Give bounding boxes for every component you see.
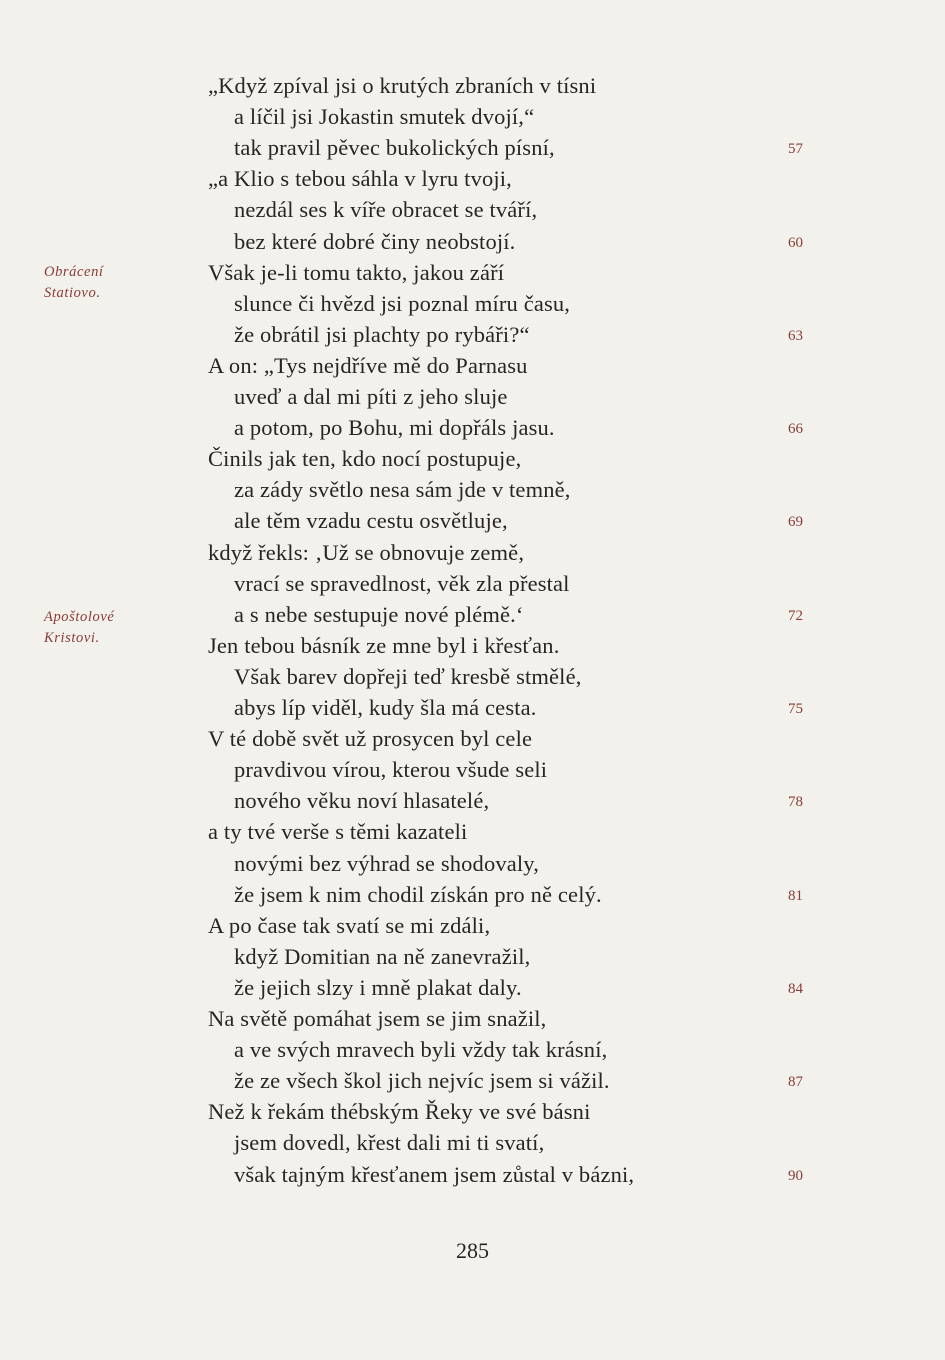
verse-line bbox=[0, 505, 945, 536]
verse-text: že ze všech škol jich nejvíc jsem si vážil. bbox=[234, 1068, 610, 1094]
verse-text: a ty tvé verše s těmi kazateli bbox=[208, 819, 468, 845]
verse-line bbox=[0, 537, 945, 568]
line-number: 87 bbox=[788, 1074, 803, 1091]
verse-line bbox=[0, 941, 945, 972]
verse-text: že jsem k nim chodil získán pro ně celý. bbox=[234, 881, 602, 907]
verse-line bbox=[0, 848, 945, 879]
gloss-line: Apoštolové bbox=[44, 609, 115, 625]
line-number: 57 bbox=[788, 141, 803, 158]
verse-text: Jen tebou básník ze mne byl i křesťan. bbox=[208, 632, 560, 658]
verse-line bbox=[0, 754, 945, 785]
verse-text: když Domitian na ně zanevražil, bbox=[234, 943, 531, 969]
verse-line bbox=[0, 661, 945, 692]
verse-text: nezdál ses k víře obracet se tváří, bbox=[234, 197, 538, 223]
verse-text: a potom, po Bohu, mi dopřáls jasu. bbox=[234, 415, 555, 441]
line-number: 90 bbox=[788, 1167, 803, 1184]
verse-text: Na světě pomáhat jsem se jim snažil, bbox=[208, 1006, 547, 1031]
verse-line bbox=[0, 816, 945, 847]
verse-line bbox=[0, 163, 945, 194]
verse-line bbox=[0, 568, 945, 599]
verse-line bbox=[0, 1096, 945, 1127]
verse-text: za zády světlo nesa sám jde v temně, bbox=[234, 477, 571, 503]
gloss-line: Obrácení bbox=[44, 264, 104, 280]
verse-text: že jejich slzy i mně plakat daly. bbox=[234, 974, 522, 1000]
verse-line bbox=[0, 1034, 945, 1065]
verse-text: pravdivou vírou, kterou všude seli bbox=[234, 757, 548, 783]
verse-line bbox=[0, 972, 945, 1003]
verse-line bbox=[0, 1065, 945, 1096]
line-number: 84 bbox=[788, 980, 803, 997]
page-number: 285 bbox=[456, 1238, 489, 1263]
line-number: 69 bbox=[788, 514, 803, 531]
verse-line bbox=[0, 723, 945, 754]
margin-gloss bbox=[44, 607, 174, 649]
verse-text: ale těm vzadu cestu osvětluje, bbox=[234, 508, 508, 534]
verse-line bbox=[0, 70, 945, 101]
gloss-line: Statiovo. bbox=[44, 285, 101, 301]
verse-text: bez které dobré činy neobstojí. bbox=[234, 228, 516, 254]
verse-line bbox=[0, 226, 945, 257]
verse-line bbox=[0, 443, 945, 474]
verse-text: tak pravil pěvec bukolických písní, bbox=[234, 135, 555, 161]
line-number: 75 bbox=[788, 701, 803, 717]
verse-text: abys líp viděl, kudy šla má cesta. bbox=[234, 695, 537, 720]
verse-text: novými bez výhrad se shodovaly, bbox=[234, 850, 540, 876]
line-number: 60 bbox=[788, 234, 803, 251]
verse-line bbox=[0, 1127, 945, 1158]
verse-line bbox=[0, 101, 945, 132]
verse-text: A po čase tak svatí se mi zdáli, bbox=[208, 912, 491, 938]
verse-text: Činils jak ten, kdo nocí postupuje, bbox=[208, 446, 522, 472]
verse-line bbox=[0, 350, 945, 381]
verse-text: Však barev dopřeji teď kresbě stmělé, bbox=[234, 663, 582, 689]
verse-line bbox=[0, 412, 945, 443]
verse-line bbox=[0, 910, 945, 941]
verse-text: vrací se spravedlnost, věk zla přestal bbox=[234, 570, 570, 596]
line-number: 81 bbox=[788, 887, 803, 904]
verse-text: slunce či hvězd jsi poznal míru času, bbox=[234, 290, 571, 316]
verse-line bbox=[0, 319, 945, 350]
verse-text: a ve svých mravech byli vždy tak krásní, bbox=[234, 1037, 608, 1063]
line-number: 78 bbox=[788, 794, 803, 811]
verse-text: uveď a dal mi píti z jeho sluje bbox=[234, 384, 508, 409]
verse-text: nového věku noví hlasatelé, bbox=[234, 788, 490, 814]
verse-text: a s nebe sestupuje nové plémě.‘ bbox=[234, 601, 524, 627]
verse-text: však tajným křesťanem jsem zůstal v bázni, bbox=[234, 1161, 635, 1187]
verse-text: Však je-li tomu takto, jakou září bbox=[208, 259, 505, 285]
verse-line bbox=[0, 381, 945, 412]
verse-line bbox=[0, 785, 945, 816]
verse-line bbox=[0, 474, 945, 505]
margin-gloss bbox=[44, 262, 174, 304]
verse-text: „a Klio s tebou sáhla v lyru tvoji, bbox=[208, 166, 512, 192]
verse-text: A on: „Tys nejdříve mě do Parnasu bbox=[208, 352, 528, 378]
verse-line bbox=[0, 879, 945, 910]
verse-line bbox=[0, 1003, 945, 1034]
verse-text: V té době svět už prosycen byl cele bbox=[208, 726, 533, 752]
verse-line bbox=[0, 1159, 945, 1190]
gloss-line: Kristovi. bbox=[44, 630, 100, 646]
verse-text: že obrátil jsi plachty po rybáři?“ bbox=[234, 321, 530, 347]
line-number: 63 bbox=[788, 327, 803, 344]
verse-text: Než k řekám thébským Řeky ve své básni bbox=[208, 1099, 591, 1125]
verse-text: a líčil jsi Jokastin smutek dvojí,“ bbox=[234, 104, 535, 130]
verse-text: když řekls: ‚Už se obnovuje země, bbox=[208, 539, 525, 565]
line-number: 72 bbox=[788, 607, 803, 624]
verse-line bbox=[0, 132, 945, 163]
verse-line bbox=[0, 692, 945, 723]
verse-text: jsem dovedl, křest dali mi ti svatí, bbox=[234, 1130, 545, 1156]
line-number: 66 bbox=[788, 421, 803, 438]
verse-text: „Když zpíval jsi o krutých zbraních v tísni bbox=[208, 73, 597, 98]
verse-line bbox=[0, 194, 945, 225]
